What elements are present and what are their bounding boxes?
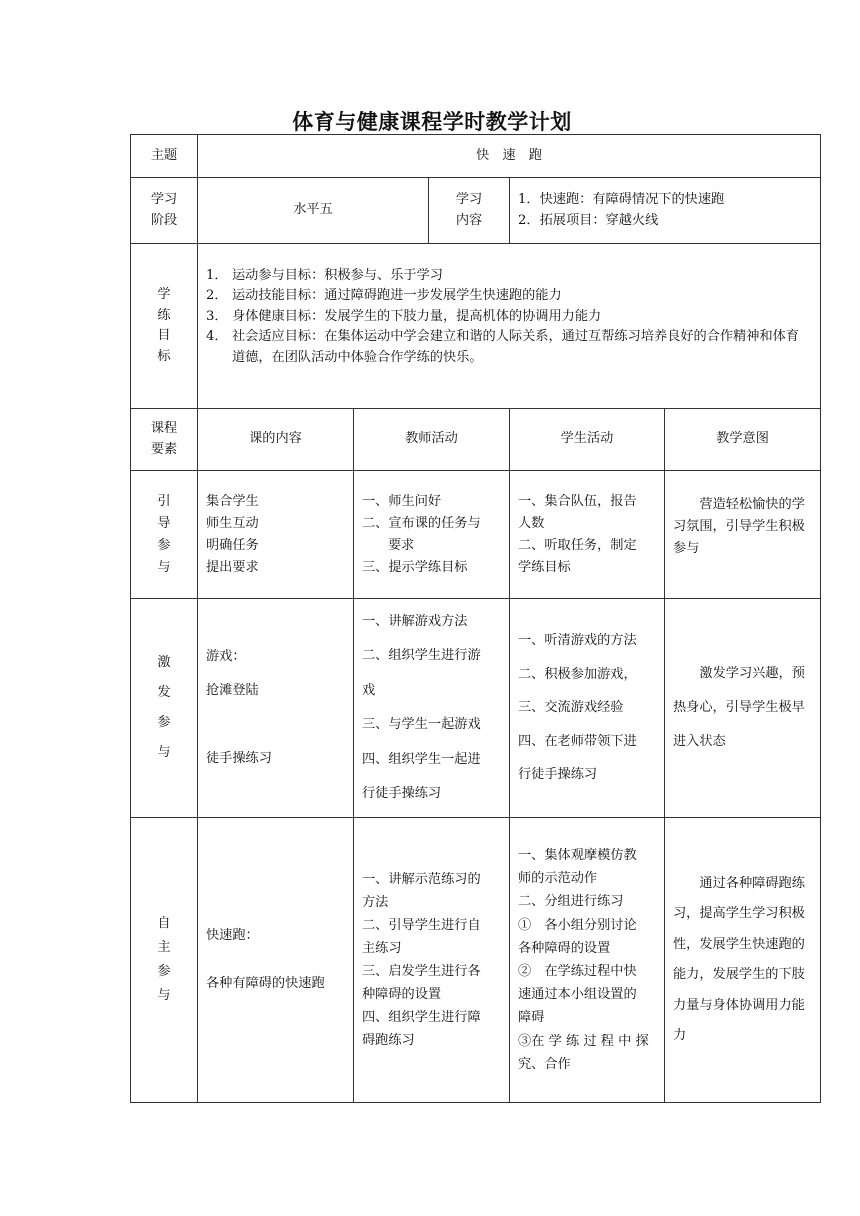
self-intent: 通过各种障碍跑练习，提高学生学习积极性，发展学生快速跑的能力，发展学生的下肢力量与身体协调用力能力 bbox=[665, 818, 821, 1103]
stimulate-content: 游戏： 抢滩登陆 徒手操练习 bbox=[198, 599, 354, 818]
stage-value: 水平五 bbox=[198, 178, 429, 244]
guide-content: 集合学生 师生互动 明确任务 提出要求 bbox=[198, 471, 354, 599]
goals-row bbox=[131, 244, 821, 409]
stimulate-intent: 激发学习兴趣，预热身心，引导学生极早进入状态 bbox=[665, 599, 821, 818]
header-content: 课的内容 bbox=[198, 409, 354, 471]
goals-label: 学 练 目 标 bbox=[131, 244, 198, 409]
header-teacher: 教师活动 bbox=[354, 409, 510, 471]
guide-intent: 营造轻松愉快的学习氛围，引导学生积极参与 bbox=[665, 471, 821, 599]
guide-student: 一、集合队伍，报告 人数 二、听取任务，制定 学练目标 bbox=[510, 471, 665, 599]
content-item: 2．拓展项目：穿越火线 bbox=[518, 212, 659, 228]
header-elements: 课程 要素 bbox=[131, 409, 198, 471]
stage-label: 学习 阶段 bbox=[131, 178, 198, 244]
subject-row bbox=[131, 135, 821, 178]
content-label: 学习 内容 bbox=[429, 178, 510, 244]
header-student: 学生活动 bbox=[510, 409, 665, 471]
document-title: 体育与健康课程学时教学计划 bbox=[292, 110, 572, 134]
self-teacher: 一、讲解示范练习的 方法 二、引导学生进行自 主练习 三、启发学生进行各 种障碍的设置 四、组织学生进行障 碍跑练习 bbox=[354, 818, 510, 1103]
header-intent: 教学意图 bbox=[665, 409, 821, 471]
guide-section-row bbox=[131, 471, 821, 599]
stimulate-student: 一、听清游戏的方法 二、积极参加游戏， 三、交流游戏经验 四、在老师带领下进 行徒手操练习 bbox=[510, 599, 665, 818]
stimulate-section-row bbox=[131, 599, 821, 818]
lesson-plan-table bbox=[130, 134, 821, 1103]
header-row bbox=[131, 409, 821, 471]
guide-teacher: 一、师生问好 二、宣布课的任务与 要求 三、提示学练目标 bbox=[354, 471, 510, 599]
stage-row bbox=[131, 178, 821, 244]
goal-item: 1． 运动参与目标：积极参与、乐于学习 bbox=[206, 267, 443, 283]
self-label: 自 主 参 与 bbox=[131, 818, 198, 1103]
stimulate-label: 激 发 参 与 bbox=[131, 599, 198, 818]
stimulate-teacher: 一、讲解游戏方法 二、组织学生进行游 戏 三、与学生一起游戏 四、组织学生一起进 行徒手操练习 bbox=[354, 599, 510, 818]
goal-item: 2． 运动技能目标：通过障碍跑进一步发展学生快速跑的能力 bbox=[206, 288, 562, 304]
content-item: 1．快速跑：有障碍情况下的快速跑 bbox=[518, 192, 725, 207]
goals-list bbox=[198, 244, 821, 409]
self-student: 一、集体观摩模仿教 师的示范动作 二、分组进行练习 ① 各小组分别讨论 各种障碍的设置 ② 在学练过程中快 速通过本小组设置的 障碍 ③在 学 练 过 程 中 探 究、合作 bbox=[510, 818, 665, 1103]
self-content: 快速跑： 各种有障碍的快速跑 bbox=[198, 818, 354, 1103]
self-section-row bbox=[131, 818, 821, 1103]
goal-item: 4． 社会适应目标：在集体运动中学会建立和谐的人际关系，通过互帮练习培养良好的合作精神和体育道德，在团队活动中体验合作学练的快乐。 bbox=[206, 329, 800, 365]
goal-item: 3． 身体健康目标：发展学生的下肢力量，提高机体的协调用力能力 bbox=[206, 308, 602, 324]
guide-label: 引 导 参 与 bbox=[131, 471, 198, 599]
subject-value: 快 速 跑 bbox=[198, 135, 821, 178]
subject-label: 主题 bbox=[131, 135, 198, 178]
content-items bbox=[510, 178, 821, 244]
